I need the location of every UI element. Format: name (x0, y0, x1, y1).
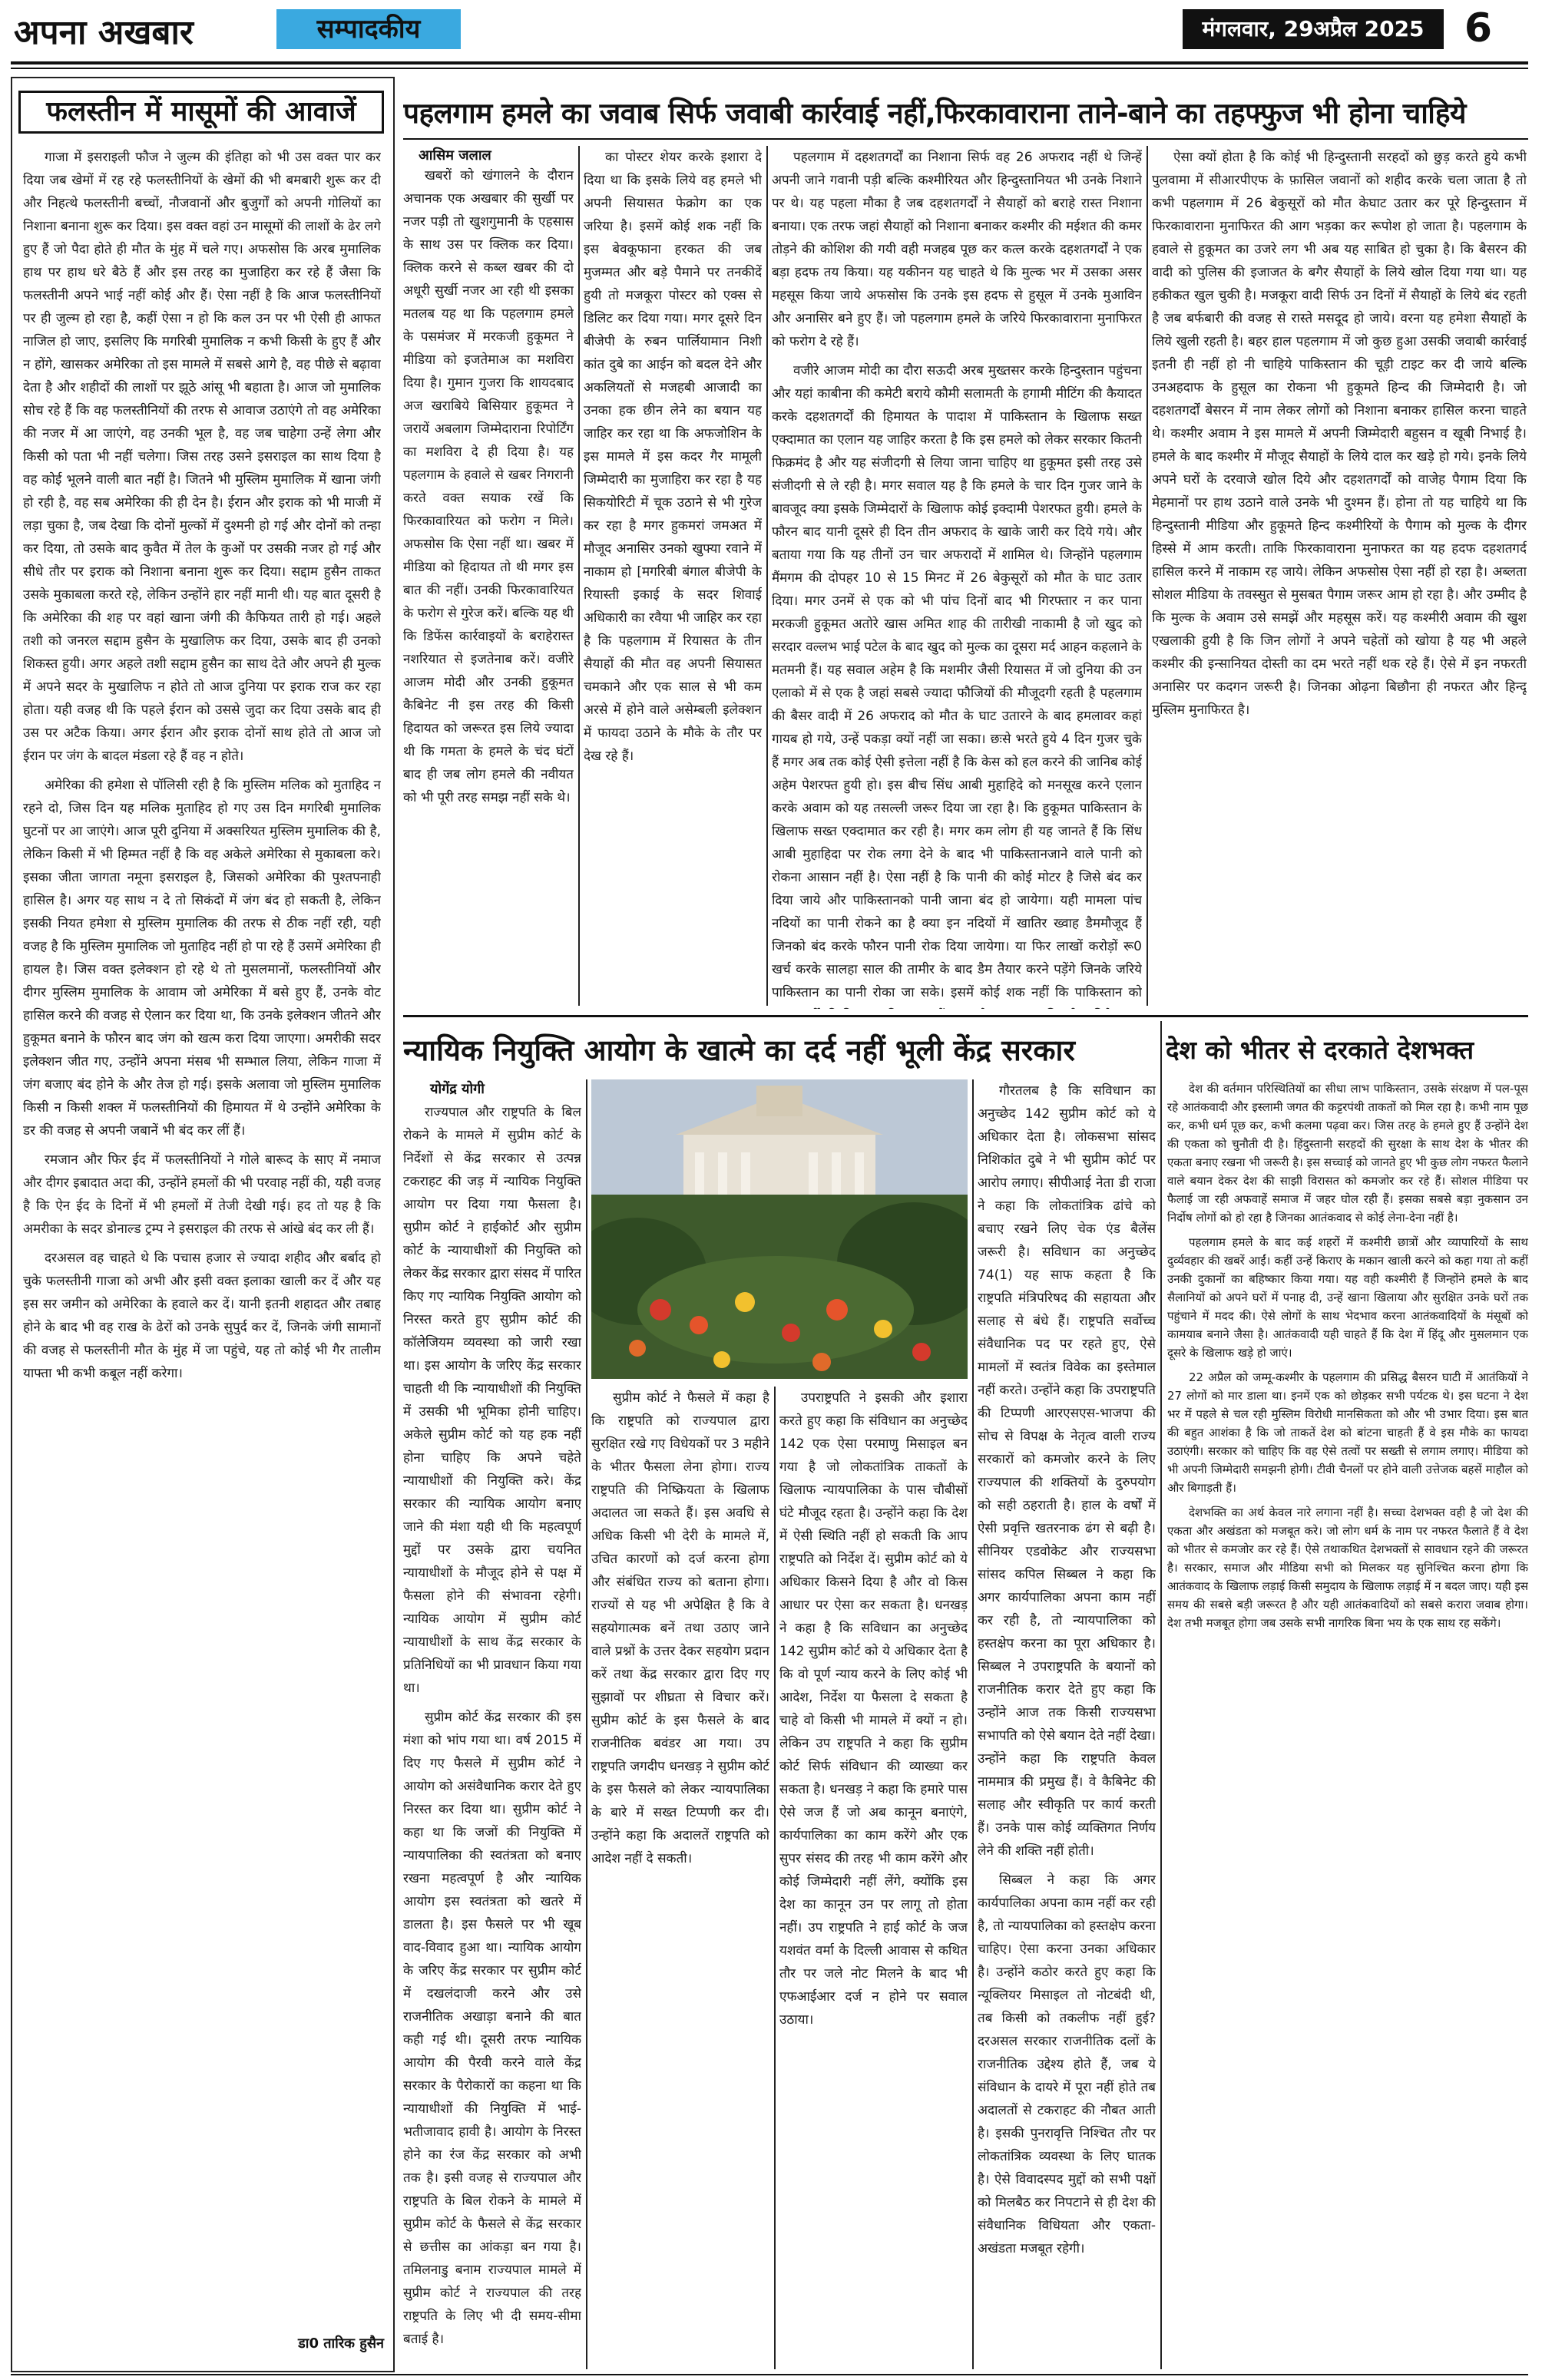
middle-paragraph: गौरतलब है कि सविधान का अनुच्छेद 142 सुप्रीम कोर्ट को ये अधिकार देता है। लोकसभा सांसद निशिकांत दुबे ने भी सुप्रीम कोर्ट पर आरोप लगाए। सीपीआई नेता डी राजा ने कहा कि लोकतांत्रिक ढांचे को बचाए रखने लिए चेक एंड बैलेंस जरूरी है। सविधान का अनुच्छेद 74(1) यह साफ कहता है कि राष्ट्रपति मंत्रिपरिषद की सहायता और सलाह से बंधे हैं। राष्ट्रपति सर्वोच्च संवैधानिक पद पर रहते हुए, ऐसे मामलों में स्वतंत्र विवेक का इस्तेमाल नहीं करते। उन्होंने कहा कि उपराष्ट्रपति की टिप्पणी आरएसएस-भाजपा की सोच से विपक्ष के नेतृत्व वाली राज्य सरकारों को कमजोर करने के लिए राज्यपाल की शक्तियों के दुरुपयोग को सही ठहराती है। हाल के वर्षों में ऐसी प्रवृत्ति खतरनाक ढंग से बढ़ी है। सीनियर एडवोकेट और राज्यसभा सांसद कपिल सिब्बल ने कहा कि अगर कार्यपालिका अपना काम नहीं कर रही है, तो न्यायपालिका को हस्तक्षेप करना का पूरा अधिकार है। सिब्बल ने उपराष्ट्रपति के बयानों को राजनीतिक करार देते हुए कहा कि उन्होंने आज तक किसी राज्यसभा सभापति को ऐसे बयान देते नहीं देखा। उन्होंने कहा कि राष्ट्रपति केवल नाममात्र की प्रमुख हैं। वे कैबिनेट की सलाह और स्वीकृति पर कार्य करती हैं। उनके पास कोई व्यक्तिगत निर्णय लेने की शक्ति नहीं होती। (978, 1083, 1156, 1859)
middle-article-col-2 (591, 1387, 769, 2371)
top-article-col-3 (772, 146, 1142, 1009)
column-divider (774, 1387, 776, 2369)
middle-paragraph: उपराष्ट्रपति ने इसकी और इशारा करते हुए कहा कि संविधान का अनुच्छेद 142 एक ऐसा परमाणु मिसाइल बन गया है जो लोकतांत्रिक ताकतों के खिलाफ न्यायपालिका के पास चौबीसों घंटे मौजूद रहता है। उन्होंने कहा कि देश में ऐसी स्थिति नहीं हो सकती कि आप राष्ट्रपति को निर्देश दें। सुप्रीम कोर्ट को ये अधिकार किसने दिया है और वो किस आधार पर ऐसा कर सकता है। धनखड़ ने कहा है कि सविधान का अनुच्छेद 142 सुप्रीम कोर्ट को ये अधिकार देता है कि वो पूर्ण न्याय करने के लिए कोई भी आदेश, निर्देश या फैसला दे सकता है चाहे वो किसी भी मामले में क्यों न हो। लेकिन उप राष्ट्रपति ने कहा कि सुप्रीम कोर्ट सिर्फ संविधान की व्याख्या कर सकता है। धनखड़ ने कहा कि हमारे पास ऐसे जज हैं जो अब कानून बनाएंगे, कार्यपालिका का काम करेंगे और एक सुपर संसद की तरह भी काम करेंगे और कोई जिम्मेदारी नहीं लेंगे, क्योंकि इस देश का कानून उन पर लागू तो होता नहीं। उप राष्ट्रपति ने हाई कोर्ट के जज यशवंत वर्मा के दिल्ली आवास से कथित तौर पर जले नोट मिलने के बाद भी एफआईआर दर्ज न होने पर सवाल उठाया। (779, 1390, 968, 2028)
issue-date: मंगलवार, 29अप्रैल 2025 (1183, 9, 1444, 49)
page-number: 6 (1464, 5, 1493, 51)
top-article-col-4 (1152, 146, 1527, 1009)
left-article-title: फलस्तीन में मासूमों की आवाजें (18, 91, 384, 134)
left-paragraph: रमजान और फिर ईद में फलस्तीनियों ने गोले बारूद के साए में नमाज और दीगर इबादात अदा की, उन्होंने हमलों की भी परवाह नहीं की, यही वजह है कि ऐन ईद के दिनों में भी हमलों में तेजी देखी गई। हद तो यह है कि अमरीका के सदर डोनाल्ड ट्रम्प ने इसराइल की तरफ से आंखे बंद कर ली हैं। (23, 1152, 381, 1237)
middle-article-col-3 (779, 1387, 968, 2371)
brand-name: अपना अखबार (14, 13, 194, 52)
left-paragraph: दरअसल वह चाहते थे कि पचास हजार से ज्यादा शहीद और बर्बाद हो चुके फलस्तीनी गाजा को अभी और इसी वक्त इलाका खाली कर दें और यह इस सर जमीन को अमेरिका के हवाले कर दें। यानी इतनी शहादत और तबाह होने के बाद भी वह राख के ढेरों को उनके सुपुर्द कर दें, जिनके जंगी सामानों की वजह से फलस्तीनी मौत के मुंह में जा पहुंचे, यह तो कोई भी गैर तालीम याफ्ता भी कभी कबूल नहीं करेगा। (23, 1251, 381, 1381)
top-article-col-2 (584, 146, 762, 1009)
middle-article-col-4 (978, 1079, 1156, 2371)
middle-paragraph: राज्यपाल और राष्ट्रपति के बिल रोकने के मामले में सुप्रीम कोर्ट के निर्देशों से केंद्र सरकार से उत्पन्न टकराहट की जड़ में न्यायिक नियुक्ति आयोग पर दिया गया फैसला है। सुप्रीम कोर्ट ने हाईकोर्ट और सुप्रीम कोर्ट के न्यायाधीशों की नियुक्ति को लेकर केंद्र सरकार द्वारा संसद में पारित किए गए न्यायिक नियुक्ति आयोग को निरस्त करते हुए सुप्रीम कोर्ट की कॉलेजियम व्यवस्था को जारी रखा था। इस आयोग के जरिए केंद्र सरकार चाहती थी कि न्यायाधीशों की नियुक्ति में उसकी भी भूमिका होनी चाहिए। अकेले सुप्रीम कोर्ट को यह हक नहीं होना चाहिए कि अपने चहेते न्यायाधीशों की नियुक्ति करे। केंद्र सरकार की न्यायिक आयोग बनाए जाने की मंशा यही थी कि महत्वपूर्ण मुद्दों पर उसके द्वारा चयनित न्यायाधीशों के मौजूद होने से पक्ष में फैसला होने की संभावना रहेगी। न्यायिक आयोग में सुप्रीम कोर्ट न्यायाधीशों के साथ केंद्र सरकार के प्रतिनिधियों का भी प्रावधान किया गया था। (403, 1105, 581, 1696)
column-divider (972, 1079, 974, 2369)
page-bottom-rule (11, 2374, 1528, 2375)
column-divider (578, 146, 580, 1006)
section-label: सम्पादकीय (276, 9, 461, 49)
top-article-author: आसिम जलाल (419, 147, 491, 164)
top-paragraph: ऐसा क्यों होता है कि कोई भी हिन्दुस्तानी सरहदों को छुड़ करते हुये कभी पुलवामा में सीआरपीएफ के फ़ासिल जवानों को शहीद करके चला जाता है तो कभी पहलगाम में 26 बेकुसूरों को मौत केघाट उतार कर पूरे हिन्दुस्तान में फिरकावाराना मुनाफिरत की आग भड़का कर रूपोश हो जाता है। पहलगाम के हवाले से हुकूमत का उजरे लग भी अब यह साबित हो चुका है। कि बैसरन की वादी को पुलिस की इजाजत के बगैर सैयाहों के लिये खोल दिया गया था। यह हकीकत खुल चुकी है। मजकूरा वादी सिर्फ उन दिनों में सैयाहों के लिये बंद रहती है जब बर्फबारी की वजह से रास्ते मसदूद हो जाये। वरना यह हमेशा सैयाहों के लिये खुली रहती है। बहर हाल पहलगाम में जो कुछ हुआ उसकी जवाबी कार्रवाई इतनी ही नहीं हो नी चाहिये पाकिस्तान की चूड़ी टाइट कर दी जाये बल्कि उनअहदाफ के हुसूल का रोकना भी हुकूमते हिन्द की जिम्मेदारी है। जो दहशतगर्दों बेसरन में नाम लेकर लोगों को निशाना बनाकर हासिल करना चाहते थे। कश्मीर अवाम ने इस मामले में अपनी जिम्मेदारी बहुसन व खूबी निभाई है। हमले के बाद कश्मीर में मौजूद सैयाहों के लिये दाल कर खड़े हो गये। इनके लिये अपने घरों के दरवाजे खोल दिये और दहशतगर्दों को वाजेह पैगाम दिया कि मेहमानों पर हाथ उठाने वाले उनके भी दुश्मन हैं। होना तो यह चाहिये था कि हिन्दुस्तानी मीडिया और हुकूमते हिन्द कश्मीरियों के पैगाम को मुल्क के दीगर हिस्से में आम करती। ताकि फिरकावाराना मुनाफरत का यह हदफ दहशतगर्द हासिल करने में नाकाम रह जाये। लेकिन अफसोस ऐसा नहीं हो रहा है। अब्लता सोशल मीडिया के तवस्सुत से मुसबत पैगाम जरूर आम हो रहा है। और उम्मीद है कि मुल्क के अवाम उसे समझें और महसूस करें। यह कश्मीरी अवाम की खुश एखलाकी हुयी है कि जिन लोगों ने अपने चहेतों को खोया है यह भी अहले कश्मीर की इन्सानियत दोस्ती का दम भरते नहीं थक रहे हैं। ऐसे में इन नफरती अनासिर पर कदगन जरूरी है। जिनका ओढ़ना बिछौना ही नफरत और हिन्दू मुस्लिम मुनाफिरत है। (1152, 150, 1527, 718)
left-paragraph: गाजा में इसराइली फौज ने जुल्म की इंतिहा को भी उस वक्त पार कर दिया जब खेमों में रह रहे फलस्तीनियों के खेमों की भी बमबारी शुरू कर दी और निहत्थे फलस्तीनी बच्चों, नौजवानों और बुजुर्गों को अपनी गोलियों का निशाना बनाना शुरू कर दिया। इस वक्त वहां उन मासूमों की लाशों के ढेर लगे हुए हैं जो पैदा होते ही मौत के मुंह में चले गए। अफसोस कि अरब मुमालिक हाथ पर हाथ धरे बैठे हैं और इस तरह का मुजाहिरा कर रहे हैं जैसा कि फलस्तीनी अपने भाई नहीं कोई और हैं। ऐसा नहीं है कि आज फलस्तीनियों पर ही जुल्म हो रहा है, कहीं ऐसा न हो कि कल उन पर भी ऐसी ही आफत नाजिल हो जाए, इसलिए कि मगरिबी मुमालिक न कभी किसी के हुए हैं और न होंगे, खासकर अमेरिका तो इस मामले में सबसे आगे है, वह पीछे से बढ़ावा देता है और शहीदों की लाशों पर झूठे आंसू भी बहाता है। आज जो मुमालिक सोच रहे हैं कि वह फलस्तीनियों की तरफ से आवाज उठाएंगे तो वह अमेरिका की नजर में आ जाएंगे, वह उनकी भूल है, वह जब चाहेगा उन्हें लेगा और किसी को पता भी नहीं चलेगा। जिस तरह उसने इसराइल का साथ दिया है वह कोई भूलने वाली बात नहीं है। जितने भी मुस्लिम मुमालिक में खाना जंगी हो रही है, वह सब अमेरिका की ही देन है। ईरान और इराक को भी माजी में लड़ा चुका है, जब देखा कि दोनों मुल्कों में दुश्मनी हो गई और दोनों को तन्हा कर दिया, तो उसके बाद कुवैत में तेल के कुओं पर उसकी नजर हो गई और सीधे तौर पर इराक को निशाना बनाना शुरू कर दिया। सद्दाम हुसैन ताकत उसके मुकाबला करते रहे, लेकिन उन्होंने हार नहीं मानी थी। यह बात दूसरी है कि अमेरिका की शह पर वहां खाना जंगी की कैफियत तारी हो गई। अहले तशी को जनरल सद्दाम हुसैन के मुखालिफ कर दिया, उसके बाद ही उनको शिकस्त हुयी। अगर अहले तशी सद्दाम हुसैन का साथ देते और अपने ही मुल्क में अपने सदर के मुखालिफ न होते तो आज दुनिया पर इराक राज कर रहा होता। यही वजह थी कि पहले ईरान को उससे जुदा कर दिया उसके बाद ही उस पर अटैक किया। अगर ईरान और इराक दोनों साथ होते तो आज जो ईरान पर जंग के बादल मंडला रहे हैं वह न होते। (23, 150, 381, 764)
middle-article-author: योगेंद्र योगी (430, 1081, 485, 1097)
masthead (0, 0, 1542, 60)
left-article-author: डा0 तारिक हुसैन (298, 2335, 384, 2352)
masthead-rule (11, 61, 1528, 64)
top-article-headline: पहलगाम हमले का जवाब सिर्फ जवाबी कार्रवाई नहीं,फिरकावाराना ताने-बाने का तहफ्फुज भी होना चाहिये (403, 97, 1466, 130)
top-article-col-1 (403, 164, 574, 1009)
column-divider (586, 1079, 587, 2369)
left-paragraph: अमेरिका की हमेशा से पॉलिसी रही है कि मुस्लिम मलिक को मुताहिद न रहने दो, जिस दिन यह मलिक मुताहिद हो गए उस दिन मगरिबी मुमालिक घुटनों पर आ जाएंगे। आज पूरी दुनिया में अक्सरियत मुस्लिम मुमालिक की है, लेकिन किसी में भी हिम्मत नहीं है कि वह अकेले अमेरिका से मुकाबला करे। इसका जीता जागता नमूना इसराइल है, जिसको अमेरिका की पुश्तपनाही हासिल है। अगर यह साथ न दे तो सिकंदों में जंग बंद हो सकती है, लेकिन इसकी नियत हमेशा से मुस्लिम मुमालिक की तरफ से ठीक नहीं रही, यही वजह है कि मुस्लिम मुमालिक जो मुताहिद नहीं हो पा रहे हैं उसमें अमेरिका ही हायल है। जिस वक्त इलेक्शन हो रहे थे तो मुसलमानों, फलस्तीनियों और दीगर मुस्लिम मुमालिक के आवाम जो अमेरिका में बसे हुए हैं, उनके वोट हासिल करने की वजह से ऐलान कर दिया था, कि उनके इलेक्शन जीतने और हुकूमत बनाने के फौरन बाद जंग को खत्म करा दिया जाएगा। अमरीकी सदर इलेक्शन जीत गए, उन्होंने अपना मंसब भी सम्भाल लिया, लेकिन गाजा में जंग बजाए बंद होने के और तेज हो गई। इसके अलावा जो मुस्लिम मुमालिक किसी न किसी शक्ल में फलस्तीनियों की हिमायत में थे उन्होंने अमेरिका के डर की वजह से अपनी जबानें भी बंद कर लीं हैं। (23, 778, 381, 1139)
supreme-court-photo (591, 1079, 968, 1379)
top-paragraph: वजीरे आजम मोदी का दौरा सऊदी अरब मुख्तसर करके हिन्दुस्तान पहुंचना और यहां काबीना की कमेटी बराये कौमी सलामती के हगामी मीटिंग की कैयादत करके दहशतगर्दों की हिमायत के पादाश में पाकिस्तान के खिलाफ सख्त एक्दामात का एलान यह जाहिर करता है कि इस हमले को लेकर सरकार कितनी फिक्रमंद है और यह संजीदगी से लिया जाना चाहिए था हुकूमत इसी तरह उसे संजीदगी से ले रही है। मगर सवाल यह है कि हमले के चार दिन गुजर जाने के बावजूद क्या इसके जिम्मेदारों के खिलाफ कोई इक्दामी पेशरफत हुयी। हमले के फौरन बाद यानी दूसरे ही दिन तीन अफराद के खाके जारी कर दिये गये। और बताया गया कि यह तीनों उन चार अफरादों में शामिल थे। जिन्होंने पहलगाम मैंमगम की दोपहर 10 से 15 मिनट में 26 बेकुसूरों को मौत के घाट उतार दिया। मगर उनमें से एक को भी पांच दिनों बाद भी गिरफ्तार न कर पाना मरकजी हुकूमत अतोरे खास अमित शाह की तारीखी नाकामी है जो खुद को सरदार वल्लभ भाई पटेल के बाद खुद को मुल्क का दूसरा मर्द आहन कहलाने के मतमनी हैं। यह सवाल अहेम है कि मशमीर जैसी रियासत में जो दुनिया की उन एलाको में से एक है जहां सबसे ज्यादा फौजियों की मौजूदगी रहती है पहलगाम की बैसर वादी में 26 अफराद को मौत के घाट उतारने के बाद हमलावर कहां गायब हो गये, उन्हें पकड़ा क्यों नहीं जा सका। छःसे भरते हुये 4 दिन गुजर चुके हैं मगर अब तक कोई ऐसी इत्तेला नहीं है कि केस को हल करने की जानिब कोई अहेम पेशरफ्त हुयी हो। इस बीच सिंध आबी मुहाहिदे को मनसूख करने एलान करके अवाम को यह तसल्ली जरूर दिया जा रहा है। कि हुकूमत पाकिस्तान के खिलाफ सख्त एक्दामात कर रही है। मगर कम लोग ही यह जानते हैं कि सिंध आबी मुहाहिदा पर रोक लगा देने के बाद भी पाकिस्तानजाने वाले पानी को रोकना आसान नहीं है। ऐसा नहीं है कि पानी की कोई मोटर है जिसे बंद कर दिया जाये और पाकिस्तानको पानी जाना बंद हो जायेगा। यही मामला पांच नदियों का पानी रोकने का है क्या इन नदियों में खातिर ख्वाह डैममौजूद हैं जिनको बंद करके फौरन पानी रोक दिया जायेगा। या फिर लाखों करोड़ों रू0 खर्च करके सालहा साल की तामीर के बाद डैम तैयार करने पड़ेंगे जिनके जरिये पाकिस्तान का पानी रोका जा सके। इसमें कोई शक नहीं कि पाकिस्तान को (772, 363, 1142, 1000)
right-paragraph: पहलगाम हमले के बाद कई शहरों में कश्मीरी छात्रों और व्यापारियों के साथ दुर्व्यवहार की खबरें आईं। कहीं उन्हें किराए के मकान खाली करने को कहा गया तो कहीं उनकी दुकानों का बहिष्कार किया गया। यह वही कश्मीरी हैं जिन्होंने हमले के बाद सैलानियों को अपने घरों में पनाह दी, उन्हें खाना खिलाया और सुरक्षित उनके घरों तक पहुंचाने में मदद की। ऐसे लोगों के साथ भेदभाव करना आतंकवादियों के मंसूबों को कामयाब बनाने जैसा है। आतंकवादी यही चाहते हैं कि देश में हिंदू और मुसलमान एक दूसरे के खिलाफ खड़े हो जाएं। (1167, 1235, 1528, 1360)
masthead-rule-thin (11, 68, 1528, 69)
supreme-court-illustration (591, 1079, 968, 1379)
top-paragraph: पहलगाम में दहशतगर्दों का निशाना सिर्फ वह 26 अफराद नहीं थे जिन्हें अपनी जाने गवानी पड़ी बल्कि कश्मीरियत और हिन्दुस्तानियत भी उनके निशाने पर थे। यह पहला मौका है जब दहशतगर्दों ने सैयाहों को बराहे रास्त निशाना बनाया। एक तरफ जहां सैयाहों को निशाना बनाकर कश्मीर की मईशत की कमर तोड़ने की कोशिश की गयी वही मजहब पूछ कर कत्ल करके दहशतगर्दों ने एक बड़ा हदफ तय किया। यह यकीनन यह चाहते थे कि मुल्क भर में उसका असर महसूस किया जाये अफसोस कि उनके इस हदफ से हुसूल में उनके मुआविन और अनासिर बने हुए हैं। जो पहलगाम हमले के जरिये फिरकावाराना मुनाफिरत को फरोग दे रहे हैं। (772, 150, 1142, 349)
right-paragraph: देश की वर्तमान परिस्थितियों का सीधा लाभ पाकिस्तान, उसके संरक्षण में पल-पूस रहे आतंकवादी और इस्लामी जगत की कट्टरपंथी ताकतों को मिल रहा है। कभी नाम पूछ कर, कभी धर्म पूछ कर, कभी कलमा पढ़वा कर। जिस तरह के हमले हुए हैं उन्होंने देश की एकता को चुनौती दी है। हिंदुस्तानी सरहदों की सुरक्षा के साथ देश के भीतर की एकता बनाए रखना भी जरूरी है। इस सच्चाई को जानते हुए भी कुछ लोग नफरत फैलाने वाले बयान देकर देश की साझी विरासत को कमजोर कर रहे हैं। सोशल मीडिया पर फैलाई जा रही अफवाहें समाज में जहर घोल रही हैं। इसका सबसे बड़ा नुकसान उन निर्दोष लोगों को हो रहा है जिनका आतंकवाद से कोई लेना-देना नहीं है। (1167, 1082, 1528, 1225)
middle-paragraph: सुप्रीम कोर्ट केंद्र सरकार की इस मंशा को भांप गया था। वर्ष 2015 में दिए गए फैसले में सुप्रीम कोर्ट ने आयोग को असंवैधानिक करार देते हुए निरस्त कर दिया था। सुप्रीम कोर्ट ने कहा था कि जजों की नियुक्ति में न्यायपालिका की स्वतंत्रता को बनाए रखना महत्वपूर्ण है और न्यायिक आयोग इस स्वतंत्रता को खतरे में डालता है। इस फैसले पर भी खूब वाद-विवाद हुआ था। न्यायिक आयोग के जरिए केंद्र सरकार पर सुप्रीम कोर्ट में दखलंदाजी करने और उसे राजनीतिक अखाड़ा बनाने की बात कही गई थी। दूसरी तरफ न्यायिक आयोग की पैरवी करने वाले केंद्र सरकार के पैरोकारों का कहना था कि न्यायाधीशों की नियुक्ति में भाई-भतीजावाद हावी है। आयोग के निरस्त होने का रंज केंद्र सरकार को अभी तक है। इसी वजह से राज्यपाल और राष्ट्रपति के बिल रोकने के मामले में सुप्रीम कोर्ट के फैसले से केंद्र सरकार से छत्तीस का आंकड़ा बन गया है। तमिलनाडु बनाम राज्यपाल मामले में सुप्रीम कोर्ट ने राज्यपाल की तरह राष्ट्रपति के लिए भी दी समय-सीमा बताई है। (403, 1710, 581, 2347)
middle-article-col-1 (403, 1101, 581, 2371)
top-headline-rule (403, 138, 1528, 140)
section-rule (403, 1015, 1528, 1017)
column-divider (766, 146, 768, 1006)
right-article-body (1167, 1079, 1528, 2371)
top-paragraph: का पोस्टर शेयर करके इशारा दे दिया था कि इसके लिये वह हमले भी अपनी सियासत फेक्रोग का एक जरिया है। इसमें कोई शक नहीं कि इस बेवकूफाना हरकत की जब मुजम्मत और बड़े पैमाने पर तनकीदें हुयी तो मजकूरा पोस्टर को एक्स से डिलिट कर दिया गया। मगर दूसरे दिन बीजेपी के रुबन पार्लियामान निशी कांत दुबे का आईन को बदल देने और अकलियतों से मजहबी आजादी का उनका हक छीन लेने का बयान यह जाहिर कर रहा था कि अफजोशिन के इस मामले में इस कदर गैर मामूली जिम्मेदारी का मुजाहिरा कर रहा है यह सिकयोरिटी में चूक उठाने से भी गुरेज कर रहा है मगर हुकमरां जमअत में मौजूद अनासिर उनको खुफ्या रवाने में नाकाम हो [मगरिबी बंगाल बीजेपी के रियास्ती इकाई के सदर शिवाई अधिकारी का रवैया भी जाहिर कर रहा है कि पहलगाम में रियासत के तीन सैयाहों की मौत वह अपनी सियासत चमकाने और एक साल से भी कम अरसे में होने वाले असेम्बली इलेक्शन में फायदा उठाने के मौके के तौर पर देख रहे हैं। (584, 150, 762, 764)
left-article-body (23, 146, 381, 2319)
middle-paragraph: सुप्रीम कोर्ट ने फैसले में कहा है कि राष्ट्रपति को राज्यपाल द्वारा सुरक्षित रखे गए विधेयकों पर 3 महीने के भीतर फैसला लेना होगा। राज्य राष्ट्रपति की निष्क्रियता के खिलाफ अदालत जा सकते हैं। इस अवधि से अधिक किसी भी देरी के मामले में, उचित कारणों को दर्ज करना होगा और संबंधित राज्य को बताना होगा। राज्यों से यह भी अपेक्षित है कि वे सहयोगात्मक बनें तथा उठाए जाने वाले प्रश्नों के उत्तर देकर सहयोग प्रदान करें तथा केंद्र सरकार द्वारा दिए गए सुझावों पर शीघ्रता से विचार करें। सुप्रीम कोर्ट के इस फैसले के बाद राजनीतिक बवंडर आ गया। उप राष्ट्रपति जगदीप धनखड़ ने सुप्रीम कोर्ट के इस फैसले को लेकर न्यायपालिका के बारे में सख्त टिप्पणी कर दी। उन्होंने कहा कि अदालतें राष्ट्रपति को आदेश नहीं दे सकती। (591, 1390, 769, 1866)
top-paragraph: खबरों को खंगालने के दौरान अचानक एक अखबार की सुर्खी पर नजर पड़ी तो खुशगुमानी के एहसास के साथ उस पर क्लिक कर दिया। क्लिक करने से कब्ल खबर की दो अधूरी सुर्खी नजर आ रही थी इसका मतलब यह था कि पहलगाम हमले के पसमंजर में मरकजी हुकूमत ने मीडिया को इजतेमाअ का मशविरा दिया है। गुमान गुजरा कि शायदबाद अज खराबिये बिसियार हुकूमत ने जरायें अबलाग जिम्मेदाराना रिपोर्टिंग का मशविरा दे ही दिया है। यह पहलगाम के हवाले से खबर निगरानी करते वक्त सयाक रखें कि फिरकावारियत को फरोग न मिले। अफसोस कि ऐसा नहीं था। खबर में मीडिया को हिदायत तो थी मगर इस बात की नहीं। उनकी फिरकावारियत के फरोग से गुरेज करें। बल्कि यह थी कि डिफेंस कार्रवाइयों के बराहेरास्त नशरियात से इजतेनाब करें। वजीरे आजम मोदी और उनकी हुकूमत कैबिनेट नी इस तरह की किसी हिदायत को जरूरत इस लिये ज्यादा थी कि गमता के हमले के चंद घंटों बाद ही जब लोग हमले की नवीयत को भी पूरी तरह समझ नहीं सके थे। (403, 168, 574, 805)
column-divider (1160, 1021, 1162, 2369)
right-article-headline: देश को भीतर से दरकाते देशभक्त (1166, 1035, 1474, 1065)
middle-paragraph: सिब्बल ने कहा कि अगर कार्यपालिका अपना काम नहीं कर रही है, तो न्यायपालिका को हस्तक्षेप करना चाहिए। ऐसा करना उनका अधिकार है। उन्होंने कठोर करते हुए कहा कि न्यूक्लियर मिसाइल तो नोटबंदी थी, तब किसी को तकलीफ नहीं हुई? दरअसल सरकार राजनीतिक दलों के राजनीतिक उद्देश्य होते हैं, जब ये संविधान के दायरे में पूरा नहीं होते तब अदालतों से टकराहट की नौबत आती है। इसकी पुनरावृत्ति निश्चित तौर पर लोकतांत्रिक व्यवस्था के लिए घातक है। ऐसे विवादस्पद मुद्दों को सभी पक्षों को मिलबैठ कर निपटाने से ही देश की संवैधानिक विधियता और एकता-अखंडता मजबूत रहेगी। (978, 1873, 1156, 2256)
middle-article-headline: न्यायिक नियुक्ति आयोग के खात्मे का दर्द नहीं भूली केंद्र सरकार (403, 1033, 1075, 1067)
right-paragraph: देशभक्ति का अर्थ केवल नारे लगाना नहीं है। सच्चा देशभक्त वही है जो देश की एकता और अखंडता को मजबूत करे। जो लोग धर्म के नाम पर नफरत फैलाते हैं वे देश को भीतर से कमजोर कर रहे हैं। ऐसे तथाकथित देशभक्तों से सावधान रहने की जरूरत है। सरकार, समाज और मीडिया सभी को मिलकर यह सुनिश्चित करना होगा कि आतंकवाद के खिलाफ लड़ाई किसी समुदाय के खिलाफ लड़ाई में न बदल जाए। यही इस समय की सबसे बड़ी जरूरत है और यही आतंकवादियों को सबसे करारा जवाब होगा। देश तभी मजबूत होगा जब उसके सभी नागरिक बिना भय के एक साथ रह सकेंगे। (1167, 1506, 1528, 1630)
right-paragraph: 22 अप्रैल को जम्मू-कश्मीर के पहलगाम की प्रसिद्ध बैसरन घाटी में आतंकियों ने 27 लोगों को मार डाला था। इनमें एक को छोड़कर सभी पर्यटक थे। इस घटना ने देश भर में पहले से चल रही मुस्लिम विरोधी मानसिकता को और भी उभार दिया। इस बात की बहुत आशंका है कि जो ताकतें देश को बांटना चाहती हैं वे इस मौके का फायदा उठाएंगी। सरकार को चाहिए कि वह ऐसे तत्वों पर सख्ती से लगाम लगाए। मीडिया को भी अपनी जिम्मेदारी समझनी होगी। टीवी चैनलों पर होने वाली उत्तेजक बहसें माहौल को और बिगाड़ती हैं। (1167, 1370, 1528, 1495)
column-divider (1147, 146, 1148, 1006)
